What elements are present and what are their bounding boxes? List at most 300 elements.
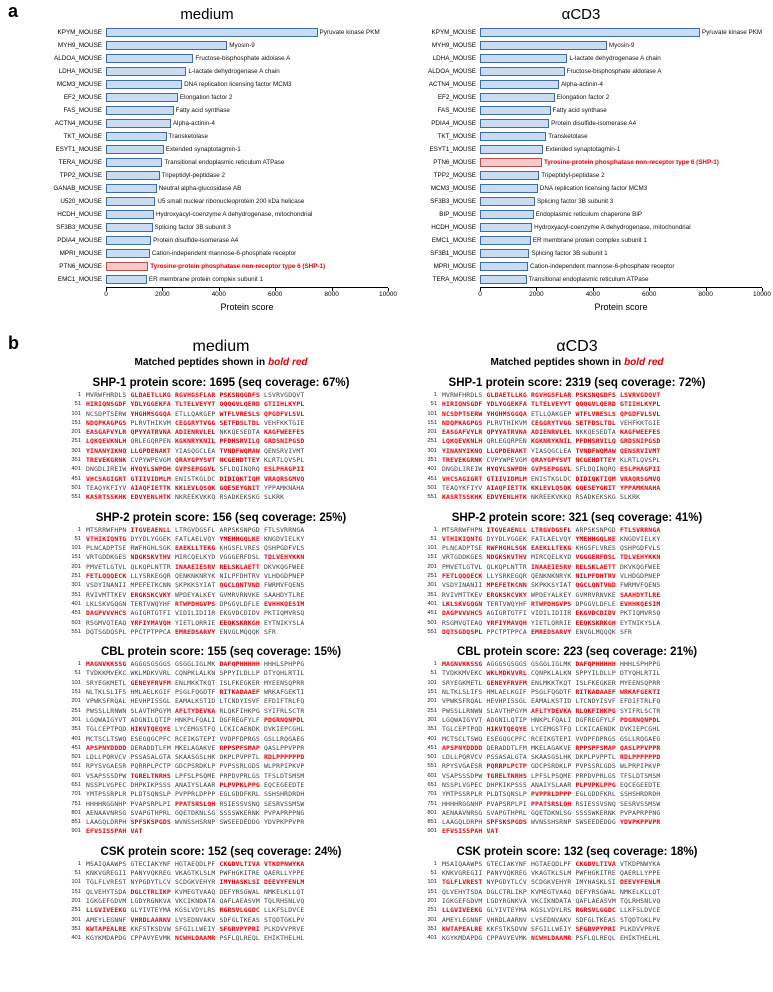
- residue-group: TQLRHSNLVQ: [263, 896, 305, 905]
- residue-group: KNGDVIELKY: [619, 534, 661, 543]
- residue-group: PMVETLGTVL: [86, 562, 127, 571]
- y-axis-label: EF2_MOUSE: [63, 94, 102, 101]
- matched-peptides-note: [52, 357, 390, 368]
- residue-group: PWSSLLRNWN: [442, 706, 483, 715]
- residue-group: NMKELKLLQT: [619, 887, 661, 896]
- protein-score-header: CBL protein score: 155 (seq coverage: 15%): [100, 646, 342, 659]
- bar-label: Transketolase: [168, 133, 208, 140]
- residue-group: SSSSWKERNK: [575, 808, 616, 817]
- plot-area: [480, 132, 762, 142]
- residue-group: VVDPFDPRGS: [219, 734, 260, 743]
- residue-group: PLNCADPTSE: [442, 544, 483, 553]
- chart-row: [400, 104, 762, 117]
- residue-group: TGRELTNRHS: [130, 771, 171, 780]
- residue-group: LGDYRGNKVA: [130, 896, 171, 905]
- residue-group: KGSLVDYLRS: [174, 906, 216, 915]
- residue-number: 551: [71, 494, 81, 501]
- residue-group: EKGVDCDIDV: [219, 609, 260, 618]
- residue-group: TERTVWQYHF: [486, 599, 527, 608]
- sequence-block: [66, 526, 390, 638]
- residue-group: TDLVEHYKKN: [263, 553, 305, 562]
- residue-group: SLKRK: [619, 493, 641, 502]
- sequence-line: [422, 707, 746, 716]
- residue-group: MPEFETKCNN: [130, 581, 171, 590]
- residue-group: PRPDVPRLGS: [575, 771, 616, 780]
- protein-score-header: SHP-2 protein score: 321 (seq coverage: 41%): [451, 511, 703, 524]
- residue-group: APSPNYDDDD: [86, 743, 127, 752]
- bar-label: Neutral alpha-glucosidase AB: [158, 185, 242, 192]
- y-axis-label: SF3B3_MOUSE: [56, 224, 102, 231]
- residue-group: MTSRRWFHPN: [86, 525, 127, 534]
- residue-number: 201: [427, 429, 437, 436]
- residue-group: EHIKTHELHL: [619, 934, 661, 943]
- residue-group: ENLMKKTKQT: [530, 678, 572, 687]
- plot-area: [106, 275, 388, 285]
- residue-group: HHHHRGGNHP: [442, 799, 483, 808]
- axis-tick: [211, 288, 227, 298]
- sequence-line: [422, 619, 746, 628]
- residue-group: LTRGVDGSFL: [174, 525, 216, 534]
- sequence-line: [66, 563, 390, 572]
- bar-label: DNA replication licensing factor MCM3: [184, 81, 292, 88]
- residue-group: KASRTSSKHK: [442, 493, 483, 502]
- residue-group: DNGDLIREIW: [442, 465, 483, 474]
- residue-group: DPGGVLDFLE: [575, 599, 616, 608]
- residue-group: ISLFKEGKER: [219, 678, 260, 687]
- residue-group: RPYSVGAESR: [442, 762, 483, 771]
- residue-number: 851: [71, 819, 81, 826]
- residue-group: NDGKSKVTHV: [130, 553, 171, 562]
- sequence-line: [422, 563, 746, 572]
- residue-number: 151: [71, 689, 81, 696]
- plot-area: [106, 249, 388, 259]
- residue-group: LSVRVGDQVT: [263, 391, 305, 399]
- residue-group: SRYEGKMETL: [86, 678, 127, 687]
- sequence-line: [66, 869, 390, 878]
- residue-group: GTIIVIDMLM: [130, 474, 171, 483]
- residue-group: QENSRVIVMT: [619, 446, 661, 455]
- residue-group: MYEENSQPRR: [619, 678, 661, 687]
- score-bar: [106, 275, 147, 284]
- sequence-line: [422, 456, 746, 465]
- residue-group: VPWKSFRQAL: [442, 697, 483, 706]
- residue-number: 101: [427, 410, 437, 417]
- residue-group: LLGVIVEEKG: [442, 906, 483, 915]
- residue-group: RPYSVGAESR: [86, 762, 127, 771]
- bar-label: Splicing factor 3B subunit 3: [154, 224, 231, 231]
- residue-group: HMLAELKGIF: [130, 688, 171, 697]
- residue-group: GLDAETLLKG: [130, 391, 171, 399]
- residue-group: RELSKLAETT: [219, 562, 260, 571]
- residue-number: 501: [427, 619, 437, 626]
- sequence-line: [66, 772, 390, 781]
- residue-group: PWFHGKITRE: [219, 869, 260, 878]
- residue-group: PVPSSRLGDS: [575, 762, 616, 771]
- residue-group: VAT: [130, 827, 143, 836]
- residue-group: SCDGKVEHYR: [530, 878, 572, 887]
- residue-group: RITKADAAEF: [575, 688, 616, 697]
- residue-group: SDFGLTKEAS: [575, 915, 616, 924]
- residue-group: RLQKFIHKPG: [575, 706, 616, 715]
- residue-number: 351: [427, 591, 437, 598]
- residue-group: VRTGDDKGES: [442, 553, 483, 562]
- residue-group: VRAQRSGMVQ: [263, 474, 305, 483]
- residue-group: RTWPDHGVPS: [530, 599, 572, 608]
- residue-group: VIDILIDIIR: [174, 609, 216, 618]
- sequence-line: [66, 697, 390, 706]
- bar-label: Tripeptidyl-peptidase 2: [161, 172, 226, 179]
- residue-group: KLRTLQVSPL: [619, 456, 661, 465]
- residue-group: NKREEKVKKQ: [530, 493, 572, 502]
- residue-number: 701: [427, 791, 437, 798]
- sequence-line: [66, 628, 390, 637]
- residue-number: 451: [71, 475, 81, 482]
- residue-number: 651: [71, 781, 81, 788]
- residue-group: SAAHDYTLRE: [263, 590, 305, 599]
- sequence-line: [422, 869, 746, 878]
- axis-tick: [641, 288, 657, 298]
- residue-group: KGSLVDYLRS: [530, 906, 572, 915]
- residue-group: AMEYLEGNNF: [442, 915, 483, 924]
- plot-area: [106, 236, 388, 246]
- sequence-line: [66, 781, 390, 790]
- sequence-line: [66, 790, 390, 799]
- plot-area: [480, 210, 762, 220]
- sequence-line: [422, 897, 746, 906]
- sequence-line: [66, 934, 390, 943]
- residue-group: EMREDSARVY: [530, 627, 572, 636]
- residue-group: ADIENRVLEL: [174, 428, 216, 437]
- residue-group: NKREEKVKKQ: [174, 493, 216, 502]
- residue-group: IMYHASKLSI: [219, 878, 260, 887]
- residue-group: PANYVQKREG: [130, 869, 171, 878]
- residue-group: RDLPPPPPPD: [619, 753, 661, 762]
- chart-row: [400, 156, 762, 169]
- score-bar: [106, 171, 160, 180]
- residue-group: ENISTKGLDC: [174, 474, 216, 483]
- residue-group: SFGRVPYPRI: [575, 924, 616, 933]
- residue-group: PDGRNQNPDL: [263, 715, 305, 724]
- residue-group: QRAYGPYSVT: [530, 456, 572, 465]
- residue-group: ENVGLMQQQK: [219, 627, 260, 636]
- residue-group: TGRELTNRHS: [486, 771, 527, 780]
- bar-label: Fructose-bisphosphate aldolase A: [566, 68, 662, 75]
- residue-group: MKELAGAKVE: [174, 743, 216, 752]
- plot-area: [480, 275, 762, 285]
- residue-group: VIDILIDIIR: [530, 609, 572, 618]
- residue-group: RELSKLAETT: [575, 562, 616, 571]
- plot-area: [480, 171, 762, 181]
- residue-group: SLKRK: [263, 493, 285, 502]
- residue-group: MYEENSQPRR: [263, 678, 305, 687]
- residue-group: LQKQEVKNLH: [86, 437, 127, 446]
- residue-group: EKGVDCDIDV: [575, 609, 616, 618]
- residue-group: VKCIKNDATA: [530, 896, 572, 905]
- residue-number: 51: [74, 870, 81, 877]
- residue-group: PLPVPKLPPG: [575, 780, 616, 789]
- residue-number: 51: [430, 401, 437, 408]
- residue-group: LKLSKVGQGN: [442, 599, 483, 608]
- residue-number: 801: [427, 809, 437, 816]
- residue-group: NDGKSKVTHV: [486, 553, 527, 562]
- residue-group: ERGKSKCVKY: [486, 590, 527, 599]
- residue-number: 451: [71, 744, 81, 751]
- residue-number: 551: [71, 628, 81, 635]
- residue-group: QASLPPVPPR: [263, 743, 305, 752]
- residue-number: 251: [71, 907, 81, 914]
- residue-group: DTYQHLRTIL: [619, 669, 661, 678]
- residue-group: DHPKIKPSSS: [130, 780, 171, 789]
- residue-group: GENEYFRVFM: [486, 678, 527, 687]
- residue-group: DTYQHLRTIL: [263, 669, 305, 678]
- peptide-columns: [52, 338, 746, 943]
- axis-tick-label: 10000: [378, 291, 398, 298]
- bar-label: Splicing factor 3B subunit 3: [536, 198, 614, 205]
- score-bar: [480, 262, 528, 271]
- residue-group: TVNDFWQMAW: [219, 446, 260, 455]
- bar-chart: [26, 6, 398, 312]
- residue-group: TVNDFWQMAW: [575, 446, 616, 455]
- residue-group: TLTELVEYYT: [174, 400, 216, 409]
- chart-row: [26, 169, 388, 182]
- chart-row: [400, 143, 762, 156]
- residue-number: 301: [71, 716, 81, 723]
- plot-area: [480, 80, 762, 90]
- chart-title: medium: [180, 6, 234, 23]
- residue-group: MAGNVKKSSG: [442, 660, 483, 669]
- residue-group: NKKQESEDTA: [219, 428, 260, 437]
- sequence-block: [66, 860, 390, 944]
- score-bar: [106, 28, 318, 37]
- residue-group: TREVEKGRNK: [442, 456, 483, 465]
- residue-group: DAGPVVVHCS: [442, 609, 483, 618]
- residue-group: FWRMVFQENS: [619, 581, 661, 590]
- residue-group: KASRTSSKHK: [86, 493, 127, 502]
- residue-group: HNKPLFQALI: [174, 715, 216, 724]
- sequence-line: [422, 735, 746, 744]
- residue-group: RITKADAAEF: [219, 688, 260, 697]
- residue-group: LTRGVDGSFL: [530, 525, 572, 534]
- bar-label: Protein disulfide-isomerase A4: [551, 120, 637, 127]
- residue-group: GRDSNIPGSD: [619, 437, 661, 446]
- sequence-line: [422, 827, 746, 836]
- residue-group: NDQPKAGPGS: [442, 418, 483, 427]
- residue-group: DAGPVVVHCS: [86, 609, 127, 618]
- residue-group: ARPSKSNPGD: [219, 525, 260, 534]
- chart-row: [400, 169, 762, 182]
- residue-group: MSAIQAAWPS: [86, 859, 127, 868]
- sequence-line: [66, 753, 390, 762]
- sequence-line: [422, 591, 746, 600]
- plot-area: [106, 54, 388, 64]
- sequence-line: [66, 465, 390, 474]
- residue-group: WRKAFGEKTI: [263, 688, 305, 697]
- residue-group: EASGAFVYLR: [442, 428, 483, 437]
- residue-number: 201: [427, 563, 437, 570]
- residue-group: HNKPLFQALI: [530, 715, 572, 724]
- y-axis-label: LDHA_MOUSE: [58, 68, 102, 75]
- residue-group: GLDAETLLKG: [486, 391, 527, 399]
- residue-number: 201: [427, 698, 437, 705]
- residue-number: 401: [71, 935, 81, 942]
- sequence-line: [66, 897, 390, 906]
- residue-group: IGKGEFGDVM: [86, 896, 127, 905]
- residue-group: PSGLFQGDTF: [530, 688, 572, 697]
- residue-group: LLKFSLDVCE: [263, 906, 305, 915]
- residue-number: 101: [71, 545, 81, 552]
- residue-group: GLYIVTEYMA: [486, 906, 527, 915]
- score-bar: [480, 197, 535, 206]
- residue-group: MIRCQELKYD: [530, 553, 572, 562]
- axis-tick: [478, 288, 482, 298]
- residue-number: 51: [74, 401, 81, 408]
- residue-group: LQKQEVKNLH: [442, 437, 483, 446]
- residue-group: KGKNRYKNIL: [174, 437, 216, 446]
- residue-group: LPFSLPSQME: [530, 771, 572, 780]
- residue-group: QGCLQNTVND: [219, 581, 260, 590]
- y-axis-label: ACTN4_MOUSE: [428, 81, 476, 88]
- residue-group: PKTIQMVRSQ: [263, 609, 305, 618]
- residue-group: DGFREGFYLF: [219, 715, 260, 724]
- residue-group: SSHSHRDRDH: [619, 790, 661, 799]
- residue-group: EFVSISSPAH: [442, 827, 483, 836]
- sequence-line: [422, 526, 746, 535]
- bar-label: ER membrane protein complex subunit 1: [532, 237, 647, 244]
- residue-group: RGVHGSFLAR: [530, 391, 572, 399]
- score-bar: [106, 249, 150, 258]
- residue-group: GTECIAKYNF: [486, 859, 527, 868]
- residue-group: YIETLQRRIE: [530, 618, 572, 627]
- residue-group: DQTSGDQSPL: [442, 627, 483, 636]
- sequence-line: [66, 553, 390, 562]
- bar-label: Myosin-9: [608, 42, 635, 49]
- residue-group: MVRWFHRDLS: [86, 391, 127, 399]
- y-axis-label: U520_MOUSE: [60, 198, 102, 205]
- residue-number: 501: [427, 754, 437, 761]
- residue-group: VHCSAGIGRT: [442, 474, 483, 483]
- score-bar: [106, 158, 162, 167]
- sequence-line: [66, 526, 390, 535]
- residue-number: 251: [71, 438, 81, 445]
- residue-group: AENAAVNRSG: [86, 808, 127, 817]
- residue-group: FETLQQQECK: [86, 572, 127, 581]
- residue-group: EAMALKSTID: [530, 697, 572, 706]
- residue-group: INAAEIESRV: [174, 562, 216, 571]
- residue-number: 551: [427, 763, 437, 770]
- residue-group: RCEIKGTEPI: [174, 734, 216, 743]
- residue-group: AIAQFIETTK: [130, 483, 171, 492]
- sequence-line: [66, 827, 390, 836]
- residue-number: 1: [77, 661, 81, 668]
- residue-group: EAEKLLTEKG: [530, 544, 572, 553]
- residue-number: 501: [71, 484, 81, 491]
- residue-group: VHCSAGIGRT: [86, 474, 127, 483]
- residue-group: RSADKEKSKG: [219, 493, 260, 502]
- residue-number: 51: [430, 870, 437, 877]
- residue-number: 451: [427, 744, 437, 751]
- residue-group: VKAGTKLSLM: [174, 869, 216, 878]
- protein-score-charts: [26, 6, 772, 312]
- plot-area: [480, 67, 762, 77]
- residue-number: 601: [71, 772, 81, 779]
- sequence-block: [422, 391, 746, 503]
- bar-label: Alpha-actinin-4: [560, 81, 603, 88]
- residue-group: ADIENRVLEL: [530, 428, 572, 437]
- axis-tick: [752, 288, 772, 298]
- residue-group: APSPNYDDDD: [442, 743, 483, 752]
- sequence-line: [66, 860, 390, 869]
- residue-group: DVKIEPCGHL: [263, 725, 305, 734]
- residue-group: MAGNVKKSSG: [86, 660, 127, 669]
- residue-number: 1: [433, 661, 437, 668]
- sequence-line: [422, 465, 746, 474]
- residue-group: RGVHGSFLAR: [174, 391, 216, 399]
- residue-group: GTIIHLKYPL: [263, 400, 305, 409]
- residue-group: LGDYRGNKVA: [486, 896, 527, 905]
- score-bar: [480, 223, 532, 232]
- residue-group: DIDIQKTIQM: [219, 474, 260, 483]
- score-bar: [480, 93, 555, 102]
- sequence-line: [66, 888, 390, 897]
- residue-group: VPWKSFRQAL: [86, 697, 127, 706]
- plot-area: [480, 41, 762, 51]
- y-axis-label: MYH9_MOUSE: [57, 42, 102, 49]
- residue-group: LLYSRKEGQR: [130, 572, 171, 581]
- protein-score-header: CBL protein score: 223 (seq coverage: 21%): [456, 646, 698, 659]
- residue-group: RPPSPFSMAP: [219, 743, 260, 752]
- sequence-line: [66, 544, 390, 553]
- residue-group: VGGGERFDSL: [575, 553, 616, 562]
- score-bar: [106, 210, 154, 219]
- residue-group: RWFHGHLSGK: [486, 544, 527, 553]
- residue-group: HEVHPISSGL: [130, 697, 171, 706]
- residue-group: HGTAEQDLPF: [174, 859, 216, 868]
- residue-group: EQCEGEEDTE: [619, 780, 661, 789]
- residue-group: DQTSGDQSPL: [86, 627, 127, 636]
- residue-number: 151: [71, 419, 81, 426]
- residue-group: ANAIYSLAAR: [530, 780, 572, 789]
- residue-group: HEVHPISSGL: [486, 697, 527, 706]
- residue-group: WPDEYALKEY: [174, 590, 216, 599]
- residue-group: TLTELVEYYT: [530, 400, 572, 409]
- residue-group: HIKVTQEQYE: [486, 725, 527, 734]
- residue-group: YRFIYMAVQH: [130, 618, 171, 627]
- residue-group: DERADDTLFM: [130, 743, 171, 752]
- protein-score-header: CSK protein score: 152 (seq coverage: 24%): [100, 845, 342, 858]
- residue-group: WKLMDKVVRL: [486, 669, 527, 678]
- bar-label: Hydroxyacyl-coenzyme A dehydrogenase, mitochondrial: [534, 224, 691, 231]
- sequence-line: [422, 781, 746, 790]
- residue-group: VVDPFDPRGS: [575, 734, 616, 743]
- sequence-line: [66, 669, 390, 678]
- sequence-line: [66, 591, 390, 600]
- residue-group: HHHLSPHPPG: [619, 660, 661, 669]
- residue-group: QASLPPVPPR: [619, 743, 661, 752]
- residue-group: ADGNILQTIP: [130, 715, 171, 724]
- residue-group: ETLLQAKGEP: [174, 409, 216, 418]
- bar-label: Protein disulfide-isomerase A4: [153, 237, 239, 244]
- chart-row: [400, 273, 762, 286]
- residue-number: 351: [71, 457, 81, 464]
- sequence-line: [66, 744, 390, 753]
- bar-label: Extended synaptotagmin-1: [545, 146, 621, 153]
- residue-group: AFLTYDEVKA: [530, 706, 572, 715]
- plot-area: [106, 28, 388, 38]
- residue-group: EASGAFVYLR: [86, 428, 127, 437]
- residue-group: EHIKTHELHL: [263, 934, 305, 943]
- residue-group: PFDHSRVILQ: [219, 437, 260, 446]
- residue-group: QENKNKNRYK: [530, 572, 572, 581]
